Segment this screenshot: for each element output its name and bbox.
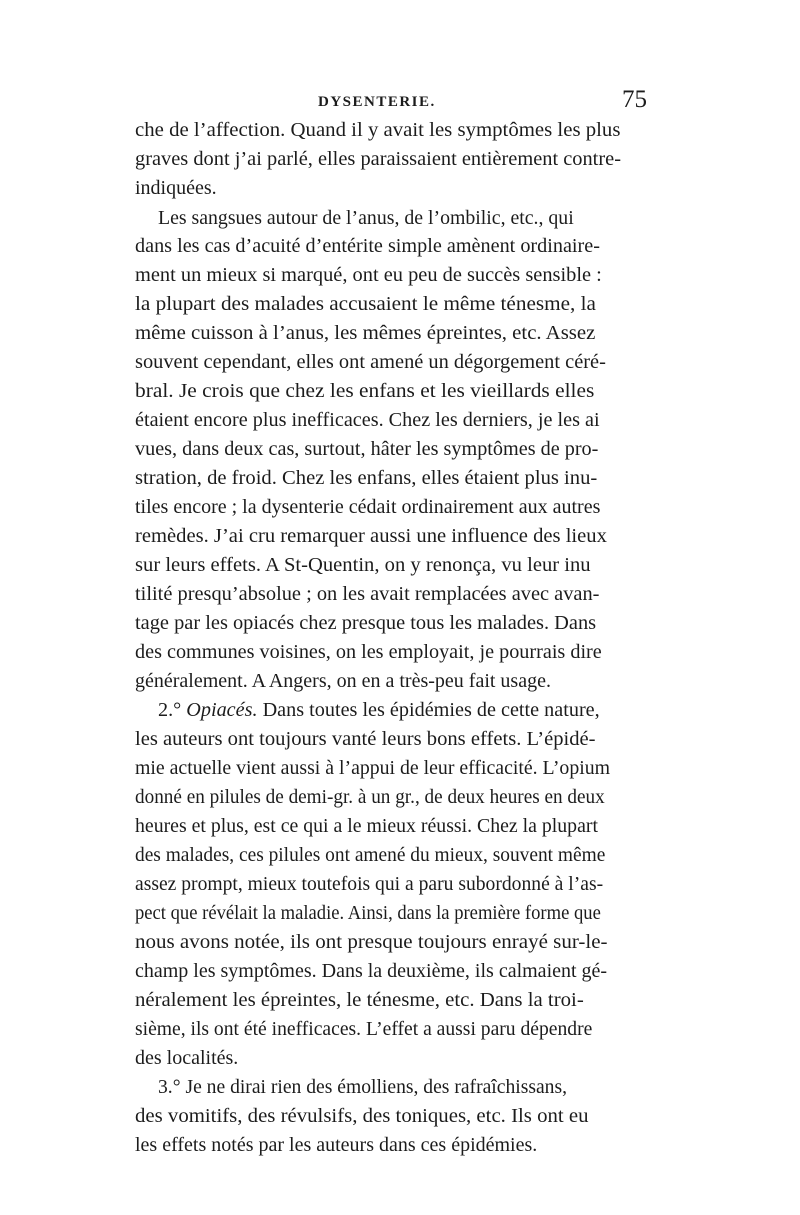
text-line: tilité presqu’absolue ; on les avait remplacées avec avan- [135,583,600,605]
section-number: 2.° [158,699,182,721]
text-line: bral. Je crois que chez les enfans et les vieillards elles [135,380,595,402]
text-line: même cuisson à l’anus, les mêmes épreintes, etc. Assez [135,322,596,344]
text-line: remèdes. J’ai cru remarquer aussi une influence des lieux [135,525,607,547]
text-line: graves dont j’ai parlé, elles paraissaient entièrement contre- [135,148,621,170]
text-line: tiles encore ; la dysenterie cédait ordinairement aux autres [135,496,601,518]
text-line: indiquées. [135,177,217,199]
text-line: assez prompt, mieux toutefois qui a paru subordonné à l’as- [135,873,604,895]
text-line: dans les cas d’acuité d’entérite simple amènent ordinaire- [135,235,600,257]
text-line: des localités. [135,1047,239,1069]
text-line: la plupart des malades accusaient le même ténesme, la [135,293,596,315]
text-line: étaient encore plus inefficaces. Chez les derniers, je les ai [135,409,600,431]
text-line: tage par les opiacés chez presque tous les malades. Dans [135,612,597,634]
section-title: Opiacés. [186,699,258,721]
text-line: heures et plus, est ce qui a le mieux réussi. Chez la plupart [135,815,598,837]
text-line: généralement. A Angers, on en a très-peu fait usage. [135,670,551,692]
text-line: che de l’affection. Quand il y avait les symptômes les plus [135,119,621,141]
text-line: des malades, ces pilules ont amené du mieux, souvent même [135,844,606,866]
text-line: des vomitifs, des révulsifs, des toniques, etc. Ils ont eu [135,1105,589,1127]
text-line: nous avons notée, ils ont presque toujours enrayé sur-le- [135,931,608,953]
text-line: les effets notés par les auteurs dans ces épidémies. [135,1134,538,1156]
text-line: des communes voisines, on les employait, je pourrais dire [135,641,602,663]
text-line: 3.° Je ne dirai rien des émolliens, des rafraîchissans, [158,1076,567,1098]
text-line: Les sangsues autour de l’anus, de l’ombilic, etc., qui [158,207,574,229]
text-line: néralement les épreintes, le ténesme, etc. Dans la troi- [135,989,584,1011]
text-line: ment un mieux si marqué, ont eu peu de succès sensible : [135,264,602,286]
text-line: les auteurs ont toujours vanté leurs bons effets. L’épidé- [135,728,596,750]
section-number: 3.° [158,1076,181,1098]
text-line: pect que révélait la maladie. Ainsi, dans la première forme que [135,902,601,924]
text-line: donné en pilules de demi-gr. à un gr., de deux heures en deux [135,786,605,808]
running-head: DYSENTERIE. [318,94,436,110]
text-line: 2.° Opiacés. Dans toutes les épidémies de cette nature, [158,699,600,721]
text-line: mie actuelle vient aussi à l’appui de leur efficacité. L’opium [135,757,611,779]
text-line: stration, de froid. Chez les enfans, elles étaient plus inu- [135,467,598,489]
text-line: sième, ils ont été inefficaces. L’effet a aussi paru dépendre [135,1018,593,1040]
text-line: souvent cependant, elles ont amené un dégorgement céré- [135,351,606,373]
text-line: sur leurs effets. A St-Quentin, on y renonça, vu leur inu [135,554,591,576]
text-line: vues, dans deux cas, surtout, hâter les symptômes de pro- [135,438,599,460]
page-number: 75 [622,86,647,113]
text-line: champ les symptômes. Dans la deuxième, ils calmaient gé- [135,960,608,982]
